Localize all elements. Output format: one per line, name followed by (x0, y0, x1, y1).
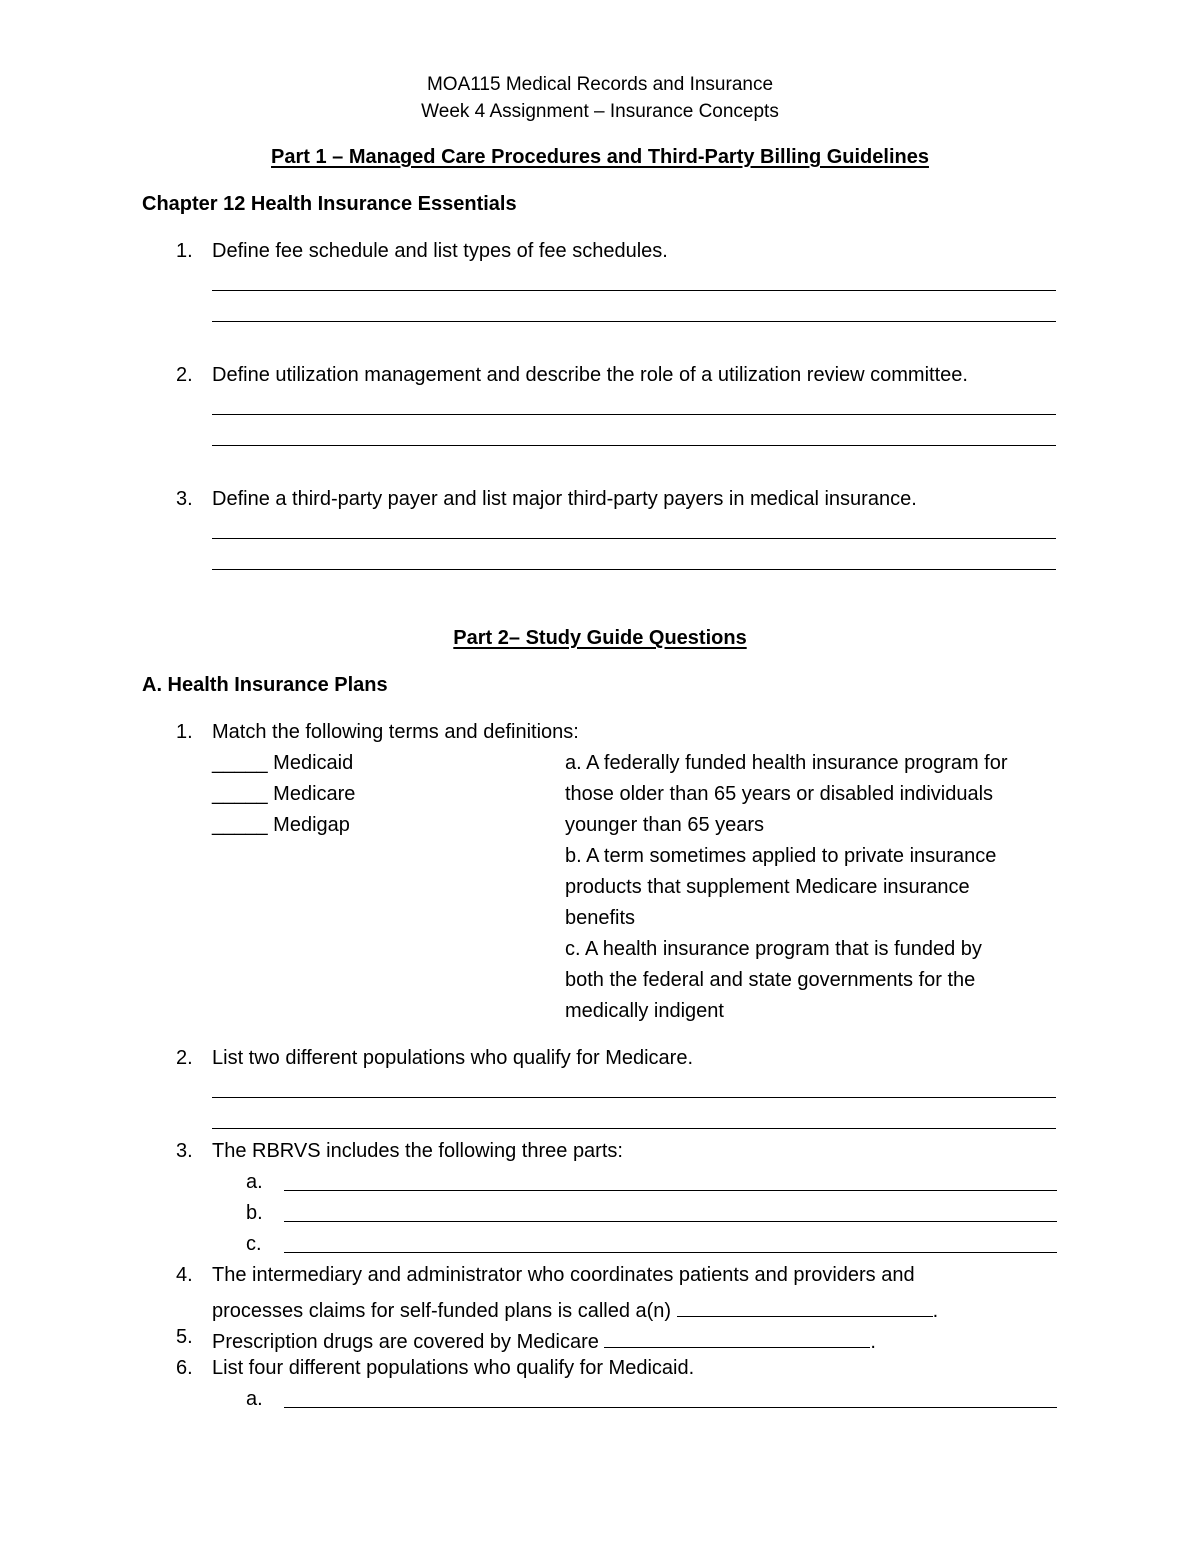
p1-q1-answer-line-2[interactable] (212, 321, 1056, 322)
p1-q1-text: Define fee schedule and list types of fee schedules. (212, 240, 668, 262)
p1-q2-number: 2. (176, 364, 193, 386)
p2-q3-number: 3. (176, 1140, 193, 1162)
assignment-title: Week 4 Assignment – Insurance Concepts (421, 101, 779, 122)
definition-line: b. A term sometimes applied to private insurance (565, 845, 997, 867)
p2-q2-answer-line-2[interactable] (212, 1128, 1056, 1129)
p2-q6-letter-a: a. (246, 1388, 263, 1410)
p2-q2-number: 2. (176, 1047, 193, 1069)
term-medicare[interactable]: _____ Medicare (212, 783, 356, 805)
definition-line: younger than 65 years (565, 814, 765, 836)
p2-q3-answer-c[interactable] (284, 1252, 1057, 1253)
definition-line: medically indigent (565, 1000, 724, 1022)
definition-line: both the federal and state governments for the (565, 969, 976, 991)
p2-q2-text: List two different populations who qualify for Medicare. (212, 1047, 694, 1069)
definition-line: those older than 65 years or disabled individuals (565, 783, 994, 805)
p1-q1-number: 1. (176, 240, 193, 262)
p1-q2-text: Define utilization management and describe the role of a utilization review committee. (212, 364, 968, 386)
definition-line: a. A federally funded health insurance program for (565, 752, 1008, 774)
p2-q3-text: The RBRVS includes the following three parts: (212, 1140, 623, 1162)
p2-q1-number: 1. (176, 721, 193, 743)
term-medigap[interactable]: _____ Medigap (212, 814, 350, 836)
term-medicaid[interactable]: _____ Medicaid (212, 752, 354, 774)
p2-q3-answer-b[interactable] (284, 1221, 1057, 1222)
p2-q5-line (212, 1327, 876, 1352)
part2-title: Part 2– Study Guide Questions (453, 627, 747, 649)
p1-q2-answer-line-2[interactable] (212, 445, 1056, 446)
p2-q3-letter-c: c. (246, 1233, 262, 1255)
p2-q6-text: List four different populations who qualify for Medicaid. (212, 1357, 695, 1379)
p2-q4-text-line1: The intermediary and administrator who coordinates patients and providers and (212, 1264, 915, 1286)
p2-q3-letter-b: b. (246, 1202, 263, 1224)
section-heading: A. Health Insurance Plans (142, 674, 388, 696)
p2-q1-text: Match the following terms and definitions: (212, 721, 579, 743)
p1-q2-answer-line-1[interactable] (212, 414, 1056, 415)
p2-q4-text: processes claims for self-funded plans is called a(n) (212, 1300, 672, 1322)
p2-q2-answer-line-1[interactable] (212, 1097, 1056, 1098)
p2-q4-period: . (932, 1300, 939, 1322)
course-title: MOA115 Medical Records and Insurance (426, 74, 774, 95)
p1-q3-answer-line-2[interactable] (212, 569, 1056, 570)
p2-q6-answer-a[interactable] (284, 1407, 1057, 1408)
p2-q4-answer-blank[interactable] (677, 1296, 933, 1317)
p2-q4-text-line2 (212, 1296, 938, 1321)
p2-q4-number: 4. (176, 1264, 193, 1286)
p2-q5-period: . (870, 1331, 876, 1353)
definition-line: products that supplement Medicare insurance (565, 876, 970, 898)
p1-q3-text: Define a third-party payer and list major third-party payers in medical insurance. (212, 488, 917, 510)
part1-title: Part 1 – Managed Care Procedures and Third-Party Billing Guidelines (271, 146, 929, 168)
p2-q5-answer-blank[interactable] (604, 1327, 870, 1348)
p1-q1-answer-line-1[interactable] (212, 290, 1056, 291)
chapter-heading: Chapter 12 Health Insurance Essentials (142, 193, 517, 215)
p2-q6-number: 6. (176, 1357, 193, 1379)
p1-q3-number: 3. (176, 488, 193, 510)
p2-q5-number: 5. (176, 1326, 193, 1348)
p2-q3-answer-a[interactable] (284, 1190, 1057, 1191)
p1-q3-answer-line-1[interactable] (212, 538, 1056, 539)
definition-line: benefits (565, 907, 636, 929)
p2-q5-text: Prescription drugs are covered by Medicare (212, 1331, 599, 1353)
p2-q3-letter-a: a. (246, 1171, 263, 1193)
definition-line: c. A health insurance program that is funded by (565, 938, 982, 960)
